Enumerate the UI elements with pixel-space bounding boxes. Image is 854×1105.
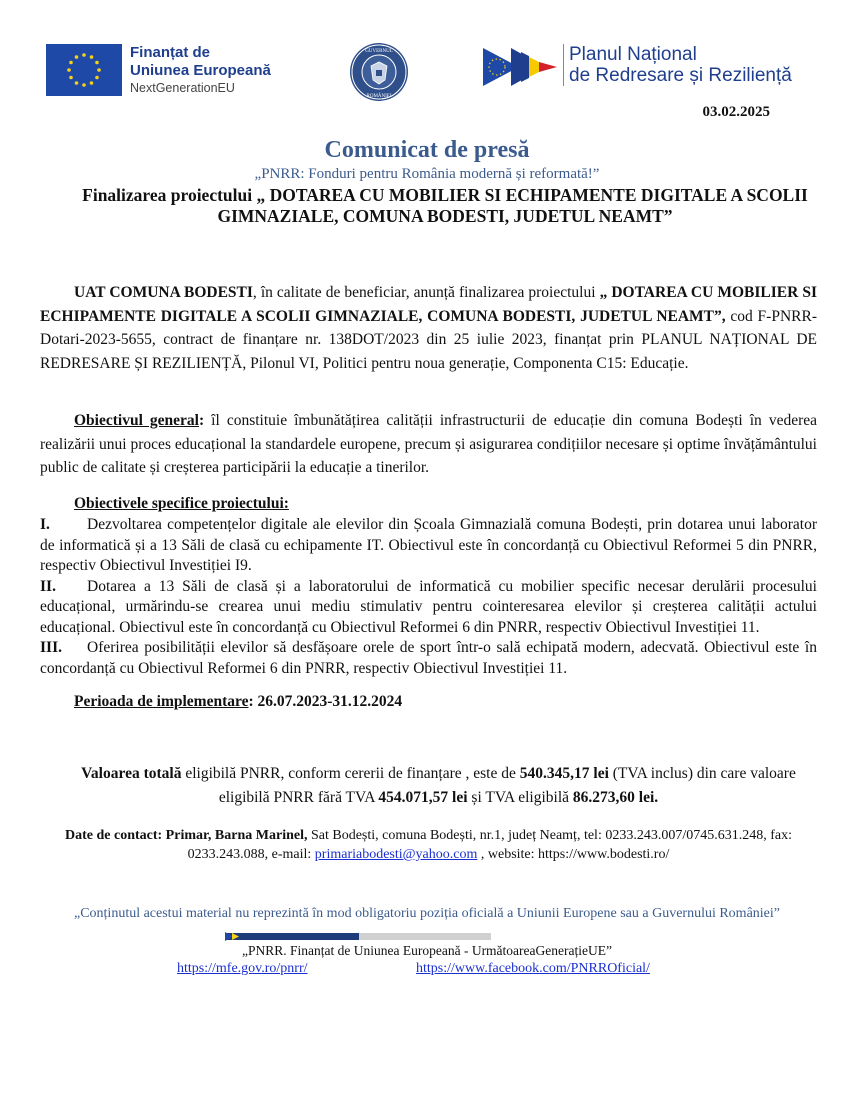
colon: : — [198, 412, 205, 429]
government-seal-icon — [349, 42, 409, 102]
total-value-paragraph — [60, 762, 817, 809]
beneficiary-name: UAT COMUNA BODESTI — [74, 284, 253, 301]
item-text: Dezvoltarea competențelor digitale ale elevilor din Școala Gimnazială comuna Bodești, prin dotarea unui laborator de informatică și a 13 Săli de clasă cu echipamente IT. Obiectivul este în concordanță cu Obiectivul Reformei 5 din PNRR, respectiv Obiectivul Investiției I9. — [40, 516, 817, 574]
pnrr-logo-line1: Planul Național — [569, 44, 697, 65]
intro-paragraph — [40, 281, 817, 375]
disclaimer: „Conținutul acestui material nu reprezintă în mod obligatoriu poziția oficială a Uniunii Europene sau a Guvernului României” — [73, 906, 780, 921]
contact-info — [40, 826, 817, 864]
specific-objectives-heading: Obiectivele specifice proiectului: — [74, 495, 289, 512]
general-objective-label: Obiectivul general — [74, 412, 199, 429]
list-item — [40, 638, 817, 679]
eu-logo-line3: NextGenerationEU — [130, 81, 235, 95]
document-date: 03.02.2025 — [702, 104, 770, 120]
general-objective-paragraph — [40, 409, 817, 480]
value-text: (TVA inclus) din care valoare eligibilă PNRR fără TVA — [218, 765, 796, 806]
item-number: III. — [40, 639, 62, 656]
headline: Finalizarea proiectului „ DOTAREA CU MOBILIER SI ECHIPAMENTE DIGITALE A SCOLII GIMNAZIALE, COMUNA BODESTI, JUDETUL NEAMT” — [82, 185, 808, 226]
period-value: : 26.07.2023-31.12.2024 — [248, 693, 403, 710]
eu-star — [90, 81, 94, 85]
pnrr-logo — [481, 44, 821, 94]
pnrr-logo-line2: de Redresare și Reziliență — [569, 65, 792, 86]
email-link[interactable]: primariabodesti@yahoo.com — [314, 847, 478, 862]
mfe-link[interactable]: https://mfe.gov.ro/pnrr/ — [177, 961, 308, 976]
website-text: , website: https://www.bodesti.ro/ — [477, 847, 670, 862]
svg-text:ROMÂNIEI: ROMÂNIEI — [366, 94, 392, 99]
eu-star — [97, 68, 101, 72]
eu-logo-line1: Finanțat de — [130, 44, 211, 61]
eu-star — [67, 68, 71, 72]
item-number: I. — [40, 516, 50, 533]
value-label: Valoarea totală — [81, 765, 182, 782]
facebook-link[interactable]: https://www.facebook.com/PNRROficial/ — [416, 961, 650, 976]
eu-star — [95, 76, 99, 80]
contact-label: Date de contact: Primar, Barna Marinel, — [65, 828, 308, 843]
page-subtitle: „PNRR: Fonduri pentru România modernă și reformată!” — [254, 166, 600, 182]
value-text: eligibilă PNRR, conform cererii de finanțare , este de — [181, 765, 520, 782]
intro-text: , în calitate de beneficiar, anunță finalizarea proiectului — [252, 284, 600, 301]
total-value: 540.345,17 lei — [519, 765, 609, 782]
item-text: Oferirea posibilității elevilor să desfășoare orele de sport într-o sală echipată modern, adecvată. Obiectivul este în concordanță cu Obiectivul Reformei 6 din PNRR, respectiv Obiectivul Investiției 11. — [40, 639, 817, 677]
eu-star — [75, 55, 79, 59]
implementation-period — [74, 693, 402, 711]
eu-flag-icon — [46, 44, 122, 96]
eu-star — [95, 61, 99, 65]
intro-details: cod F-PNRR-Dotari-2023-5655, contract de finanțare nr. 138DOT/2023 din 25 iulie 2023, finanțat prin PLANUL NAȚIONAL DE REDRESARE ȘI REZILIENȚĂ, Pilonul VI, Politici pentru noua generație, Componenta C15: Educație. — [40, 307, 817, 372]
eu-star — [75, 81, 79, 85]
eu-funding-logo — [46, 44, 286, 100]
contact-text: Sat Bodești, comuna Bodești, nr.1, județ Neamț, tel: 0233.243.007/0745.631.248, fax: 0233.243.088, e-mail: — [187, 828, 792, 862]
vat-value: 86.273,60 lei. — [572, 788, 659, 806]
svg-text:GUVERNUL: GUVERNUL — [365, 49, 393, 54]
item-text: Dotarea a 13 Săli de clasă și a laboratorului de informatică cu mobilier specific necesar derulării procesului educațional, urmărindu-se crearea unui mediu stimulativ pentru cointeresarea elevilor și creșterea calității actului educațional. Obiectivul este în concordanță cu Obiectivul Reformei 6 din PNRR, respectiv Obiectivul Investiției 11. — [40, 577, 817, 636]
eu-logo-line2: Uniunea Europeană — [130, 62, 271, 79]
eu-star — [69, 76, 73, 80]
value-without-vat: 454.071,57 lei — [378, 788, 468, 806]
footer-bar — [227, 933, 491, 940]
eu-star — [90, 55, 94, 59]
pnrr-arrows-icon — [481, 44, 561, 90]
item-number: II. — [40, 577, 56, 595]
list-item — [40, 515, 817, 577]
specific-objectives-list — [40, 515, 817, 679]
eu-star — [69, 61, 73, 65]
footer-tagline: „PNRR. Finanțat de Uniunea Europeană - UrmătoareaGenerațieUE” — [242, 943, 612, 958]
eu-star — [82, 53, 86, 57]
general-objective-text: îl constituie îmbunătățirea calității infrastructurii de educație din comuna Bodești în vederea realizării unui proces educațional la standardele europene, precum și asigurarea condițiilor necesare și optime învățământului public de calitate și creșterea participării la educație a tinerilor. — [40, 412, 817, 476]
list-item — [40, 577, 817, 639]
value-text: și TVA eligibilă — [467, 788, 573, 806]
period-label: Perioada de implementare — [74, 693, 249, 710]
page-title: Comunicat de presă — [324, 137, 530, 163]
eu-star — [82, 83, 86, 87]
project-name: „ DOTAREA CU MOBILIER SI ECHIPAMENTE DIGITALE A SCOLII GIMNAZIALE, COMUNA BODESTI, JUDETUL NEAMT”, — [40, 284, 817, 325]
pnrr-mini-arrow-icon — [225, 932, 247, 941]
